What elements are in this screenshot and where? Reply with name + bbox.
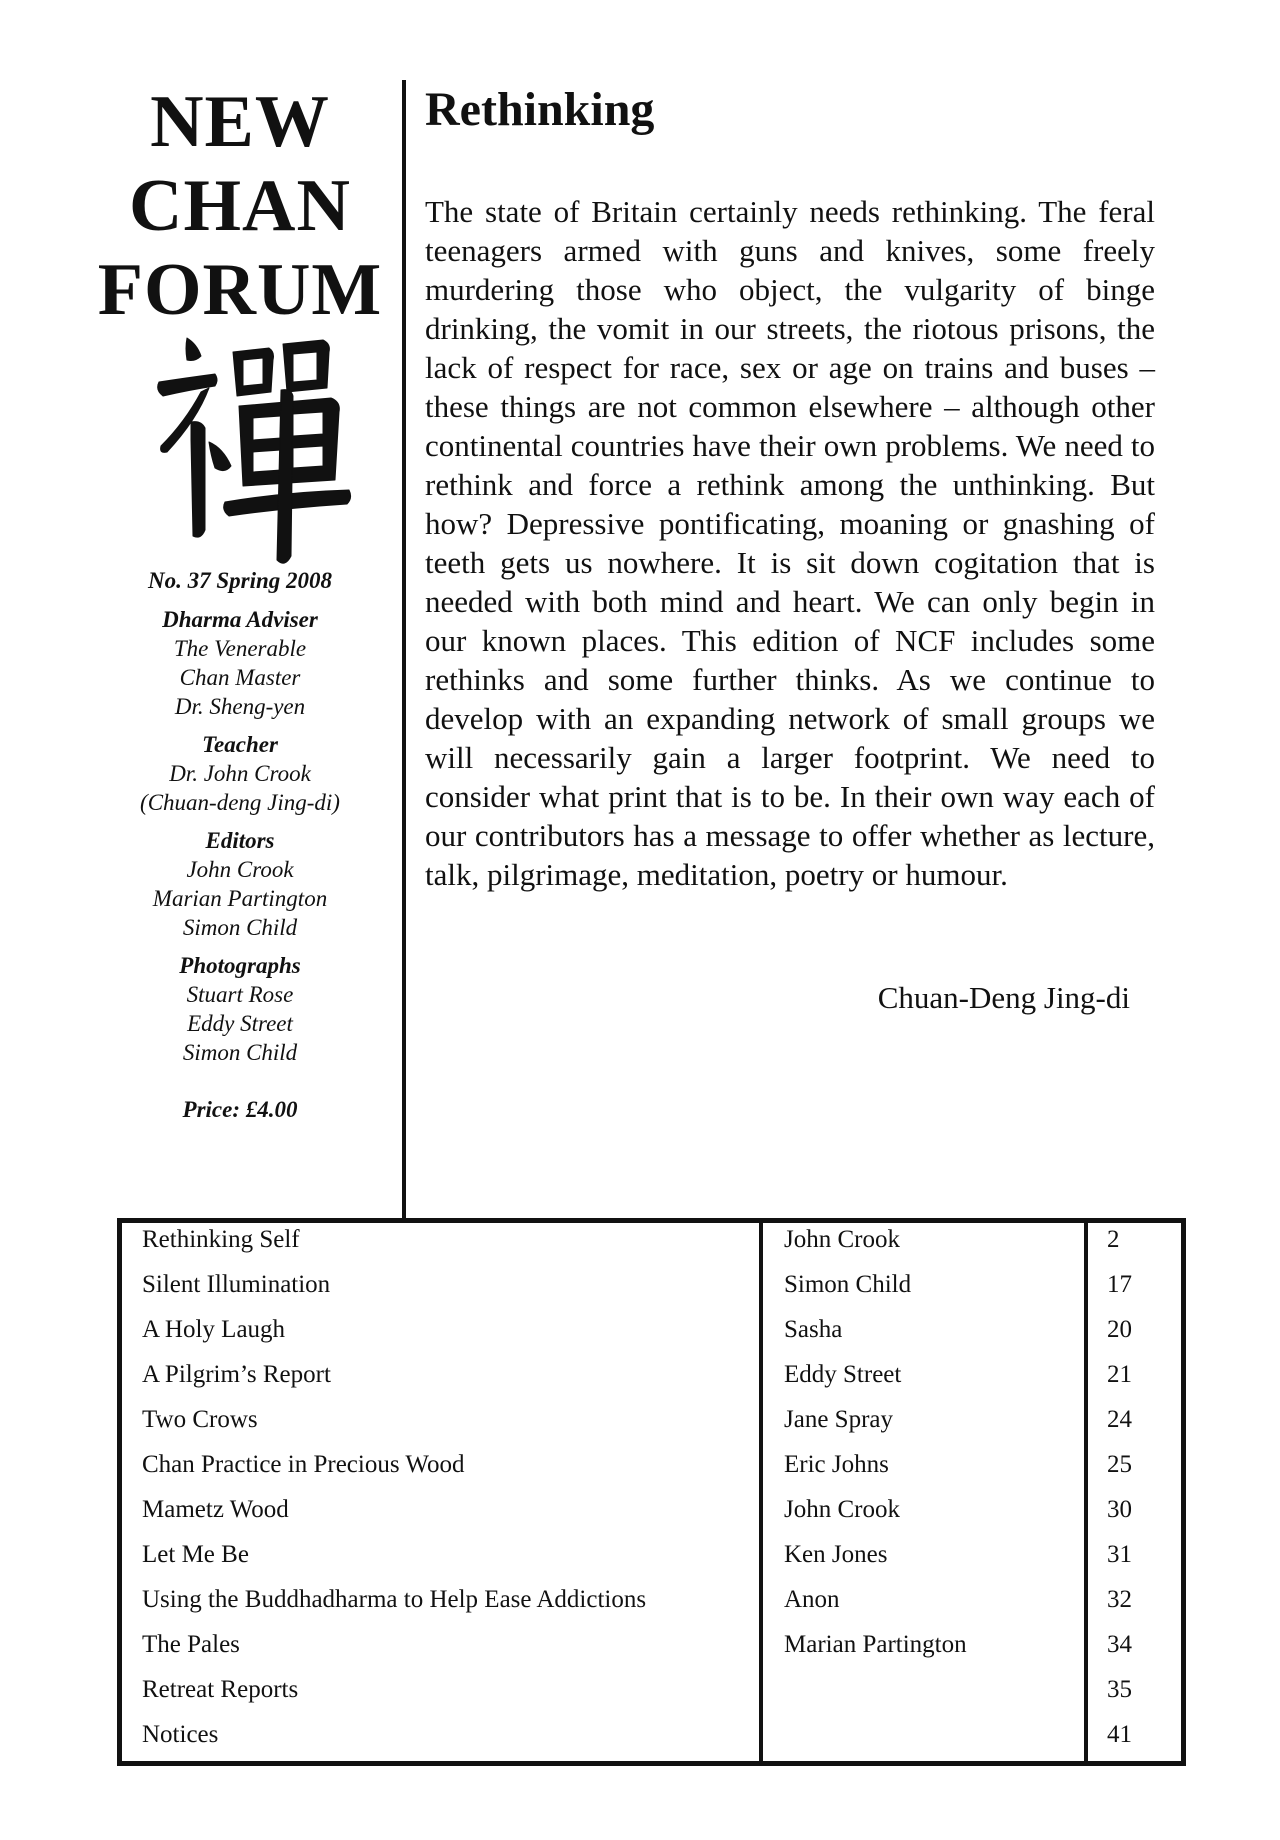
chan-calligraphy-logo bbox=[145, 330, 355, 570]
teacher-heading: Teacher bbox=[202, 732, 278, 757]
contents-author: John Crook bbox=[784, 1226, 900, 1253]
contents-page: 2 bbox=[1107, 1226, 1120, 1253]
contents-page: 25 bbox=[1107, 1451, 1132, 1478]
contents-author: Anon bbox=[784, 1586, 840, 1613]
contents-title: A Pilgrim’s Report bbox=[142, 1361, 331, 1388]
contents-row[interactable] bbox=[122, 1358, 1181, 1403]
credit-line: Simon Child bbox=[182, 915, 298, 940]
contents-row[interactable] bbox=[122, 1493, 1181, 1538]
contents-author: John Crook bbox=[784, 1496, 900, 1523]
masthead-title-line: NEW bbox=[150, 81, 330, 163]
contents-title: Chan Practice in Precious Wood bbox=[142, 1451, 465, 1478]
contents-row[interactable] bbox=[122, 1538, 1181, 1583]
contents-row[interactable] bbox=[122, 1403, 1181, 1448]
teacher-group bbox=[95, 730, 385, 817]
credit-line: Eddy Street bbox=[187, 1011, 293, 1036]
photographs-group bbox=[95, 951, 385, 1067]
article-body: The state of Britain certainly needs rethinking. The feral teenagers armed with guns and knives, some freely murdering those who object, the vulgarity of binge drinking, the vomit in our streets, the riotous prisons, the lack of respect for race, sex or age on trains and buses – these things are not common elsewhere – although other continental countries have their own problems. We need to rethink and force a rethink among the unthinking. But how? Depressive pontificating, moaning or gnashing of teeth gets us nowhere. It is sit down cogitation that is needed with both mind and heart. We can only begin in our known places. This edition of NCF includes some rethinks and some further thinks. As we continue to develop with an expanding network of small groups we will necessarily gain a larger footprint. We need to consider what print that is to be. In their own way each of our contributors has a message to offer whether as lecture, talk, pilgrimage, meditation, poetry or humour. bbox=[425, 194, 1155, 892]
contents-page: 30 bbox=[1107, 1496, 1132, 1523]
contents-row[interactable] bbox=[122, 1223, 1181, 1268]
contents-title: Notices bbox=[142, 1721, 219, 1748]
contents-page: 32 bbox=[1107, 1586, 1132, 1613]
contents-row[interactable] bbox=[122, 1268, 1181, 1313]
credits-sidebar bbox=[95, 566, 385, 1124]
contents-title: Retreat Reports bbox=[142, 1676, 299, 1703]
editors-group bbox=[95, 826, 385, 942]
contents-author: Ken Jones bbox=[784, 1541, 888, 1568]
contents-page: 41 bbox=[1107, 1721, 1132, 1748]
credit-line: John Crook bbox=[186, 857, 294, 882]
contents-title: Rethinking Self bbox=[142, 1226, 300, 1253]
contents-page: 31 bbox=[1107, 1541, 1132, 1568]
price-label: Price: £4.00 bbox=[182, 1097, 298, 1122]
contents-title: Let Me Be bbox=[142, 1541, 249, 1568]
contents-row[interactable] bbox=[122, 1313, 1181, 1358]
dharma-adviser-heading: Dharma Adviser bbox=[162, 607, 318, 632]
contents-author: Eric Johns bbox=[784, 1451, 889, 1478]
contents-row[interactable] bbox=[122, 1718, 1181, 1763]
contents-row[interactable] bbox=[122, 1583, 1181, 1628]
contents-author: Sasha bbox=[784, 1316, 843, 1343]
contents-page: 35 bbox=[1107, 1676, 1132, 1703]
article-signature: Chuan-Deng Jing-di bbox=[877, 980, 1130, 1015]
dharma-adviser-group bbox=[95, 605, 385, 721]
credit-line: Chan Master bbox=[179, 665, 301, 690]
contents-author: Marian Partington bbox=[784, 1631, 967, 1658]
contents-page: 34 bbox=[1107, 1631, 1132, 1658]
contents-page: 17 bbox=[1107, 1271, 1132, 1298]
contents-title: A Holy Laugh bbox=[142, 1316, 286, 1343]
contents-author: Jane Spray bbox=[784, 1406, 893, 1433]
credit-line: Marian Partington bbox=[152, 886, 328, 911]
contents-title: Using the Buddhadharma to Help Ease Addictions bbox=[142, 1586, 647, 1613]
editors-heading: Editors bbox=[205, 828, 275, 853]
article-title: Rethinking bbox=[425, 83, 655, 136]
contents-page: 21 bbox=[1107, 1361, 1132, 1388]
masthead-title-line: CHAN bbox=[129, 165, 351, 247]
contents-title: Two Crows bbox=[142, 1406, 258, 1433]
masthead-title-line: FORUM bbox=[97, 249, 383, 331]
contents-row[interactable] bbox=[122, 1673, 1181, 1718]
editorial-article bbox=[425, 80, 1155, 894]
contents-title: The Pales bbox=[142, 1631, 240, 1658]
credit-line: Stuart Rose bbox=[186, 982, 294, 1007]
credit-line: (Chuan-deng Jing-di) bbox=[140, 790, 340, 815]
contents-page: 24 bbox=[1107, 1406, 1132, 1433]
credit-line: Dr. John Crook bbox=[169, 761, 311, 786]
credit-line: Simon Child bbox=[182, 1040, 298, 1065]
column-divider bbox=[402, 80, 406, 1220]
contents-title: Mametz Wood bbox=[142, 1496, 289, 1523]
credit-line: The Venerable bbox=[173, 636, 307, 661]
contents-title: Silent Illumination bbox=[142, 1271, 331, 1298]
contents-row[interactable] bbox=[122, 1448, 1181, 1493]
photographs-heading: Photographs bbox=[179, 953, 301, 978]
issue-label: No. 37 Spring 2008 bbox=[147, 568, 333, 593]
credit-line: Dr. Sheng-yen bbox=[174, 694, 306, 719]
masthead bbox=[80, 80, 400, 332]
contents-row[interactable] bbox=[122, 1628, 1181, 1673]
contents-table bbox=[117, 1218, 1186, 1766]
contents-page: 20 bbox=[1107, 1316, 1132, 1343]
contents-author: Simon Child bbox=[784, 1271, 912, 1298]
contents-author: Eddy Street bbox=[784, 1361, 902, 1388]
